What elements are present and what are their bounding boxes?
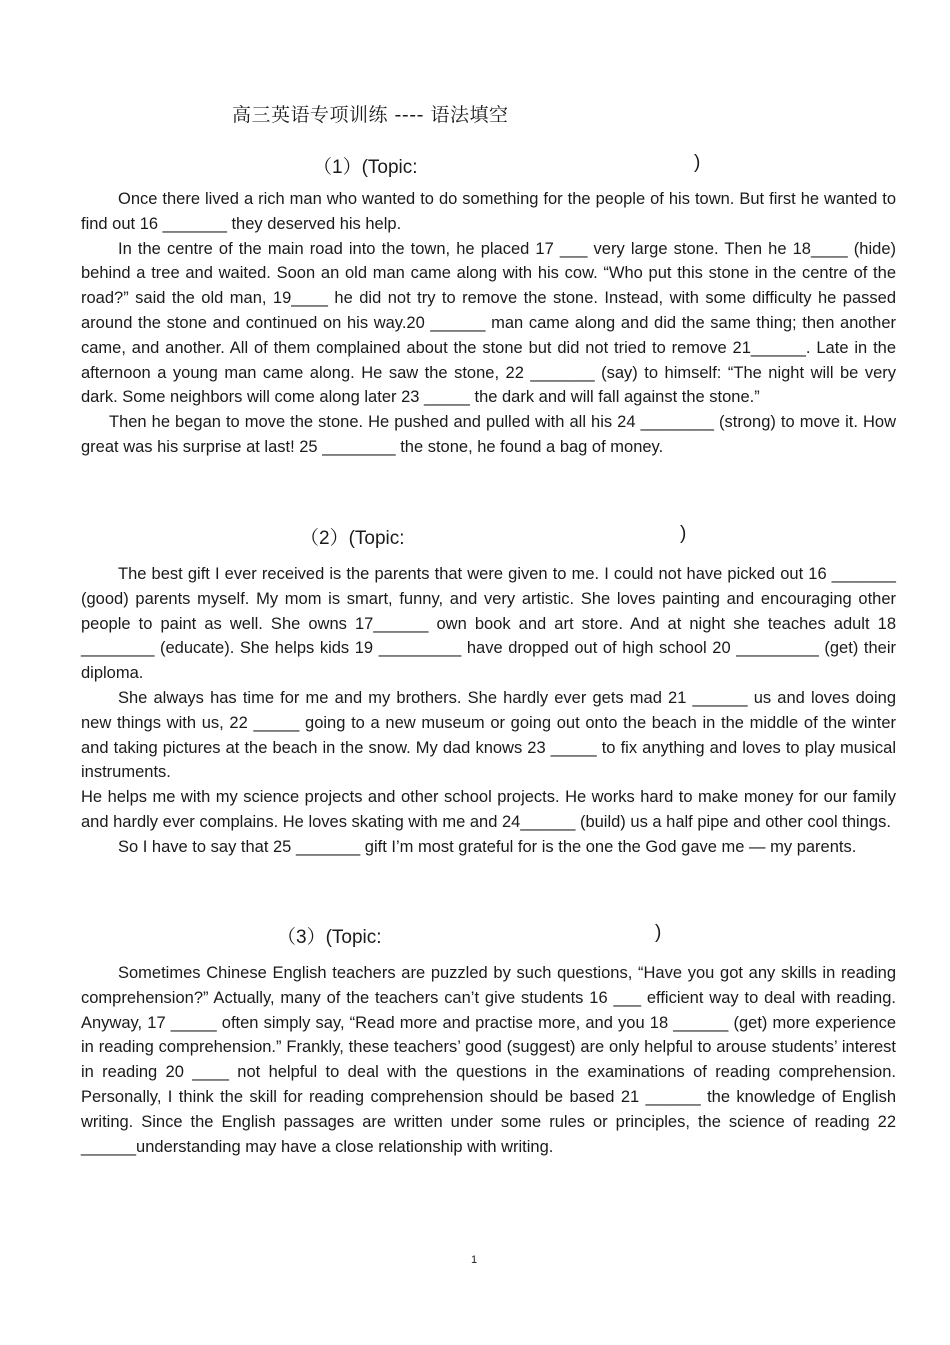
section-1-paragraph-3: Then he began to move the stone. He pushed and pulled with all his 24 ________ (strong) to move it. How great was his surprise at last! 25 ________ the stone, he found a bag of money. [81, 413, 896, 456]
section-3-heading-close: ) [655, 922, 662, 943]
section-2-paragraph-2: She always has time for me and my brothers. She hardly ever gets mad 21 ______ us and loves doing new things with us, 22 _____ going to a new museum or going out onto the beach in the middle of the winter and taking pictures at the beach in the snow. My dad knows 23 _____ to fix anything and loves to play musical instruments. [81, 688, 896, 782]
section-1-heading-close: ) [694, 152, 701, 173]
section-1-paragraph-2: In the centre of the main road into the town, he placed 17 ___ very large stone. Then he 18____ (hide) behind a tree and waited. Soon an old man came along with his cow. “Who put this stone in the centre of the road?” said the old man, 19____ he did not try to remove the stone. Instead, with some difficulty he passed around the stone and continued on his way.20 ______ man came along and did the same thing; then another came, and another. All of them complained about the stone but did not tried to remove 21______. Late in the afternoon a young man came along. He saw the stone, 22 _______ (say) to himself: “The night will be very dark. Some neighbors will come along later 23 _____ the dark and will fall against the stone.” [81, 239, 896, 407]
section-2-heading-close: ) [680, 523, 687, 544]
section-1-heading-open: （1）(Topic: [313, 157, 418, 178]
section-2-heading-open: （2）(Topic: [300, 528, 405, 549]
section-2-paragraph-4: So I have to say that 25 _______ gift I’m most grateful for is the one the God gave me — my parents. [118, 837, 857, 856]
section-1-heading [313, 152, 701, 179]
section-2-paragraph-1: The best gift I ever received is the parents that were given to me. I could not have picked out 16 _______ (good) parents myself. My mom is smart, funny, and very artistic. She loves painting and encouraging other people to paint as well. She owns 17______ own book and art store. And at night she teaches adult 18 ________ (educate). She helps kids 19 _________ have dropped out of high school 20 _________ (get) their diploma. [81, 565, 896, 683]
section-3-paragraph-1: Sometimes Chinese English teachers are puzzled by such questions, “Have you got any skills in reading comprehension?” Actually, many of the teachers can’t give students 16 ___ efficient way to deal with reading. Anyway, 17 _____ often simply say, “Read more and practise more, and you 18 ______ (get) more experience in reading comprehension.” Frankly, these teachers’ good (suggest) are only helpful to arouse students’ interest in reading 20 ____ not helpful to deal with the questions in the examinations of reading comprehension. Personally, I think the skill for reading comprehension should be based 21 ______ the knowledge of English writing. Since the English passages are written under some rules or principles, the science of reading 22 ______understanding may have a close relationship with writing. [81, 964, 896, 1156]
section-2-body [81, 562, 896, 860]
section-2-paragraph-3: He helps me with my science projects and other school projects. He works hard to make money for our family and hardly ever complains. He loves skating with me and 24______ (build) us a half pipe and other cool things. [81, 788, 896, 831]
section-1-paragraph-1: Once there lived a rich man who wanted to do something for the people of his town. But first he wanted to find out 16 _______ they deserved his help. [81, 190, 896, 233]
section-2-heading [300, 523, 687, 550]
section-1-body [81, 187, 896, 460]
section-3-body [81, 961, 896, 1159]
document-title: 高三英语专项训练 ---- 语法填空 [232, 104, 509, 126]
section-3-heading-open: （3）(Topic: [277, 927, 382, 948]
section-3-heading [277, 922, 662, 949]
page-number: 1 [471, 1254, 478, 1266]
